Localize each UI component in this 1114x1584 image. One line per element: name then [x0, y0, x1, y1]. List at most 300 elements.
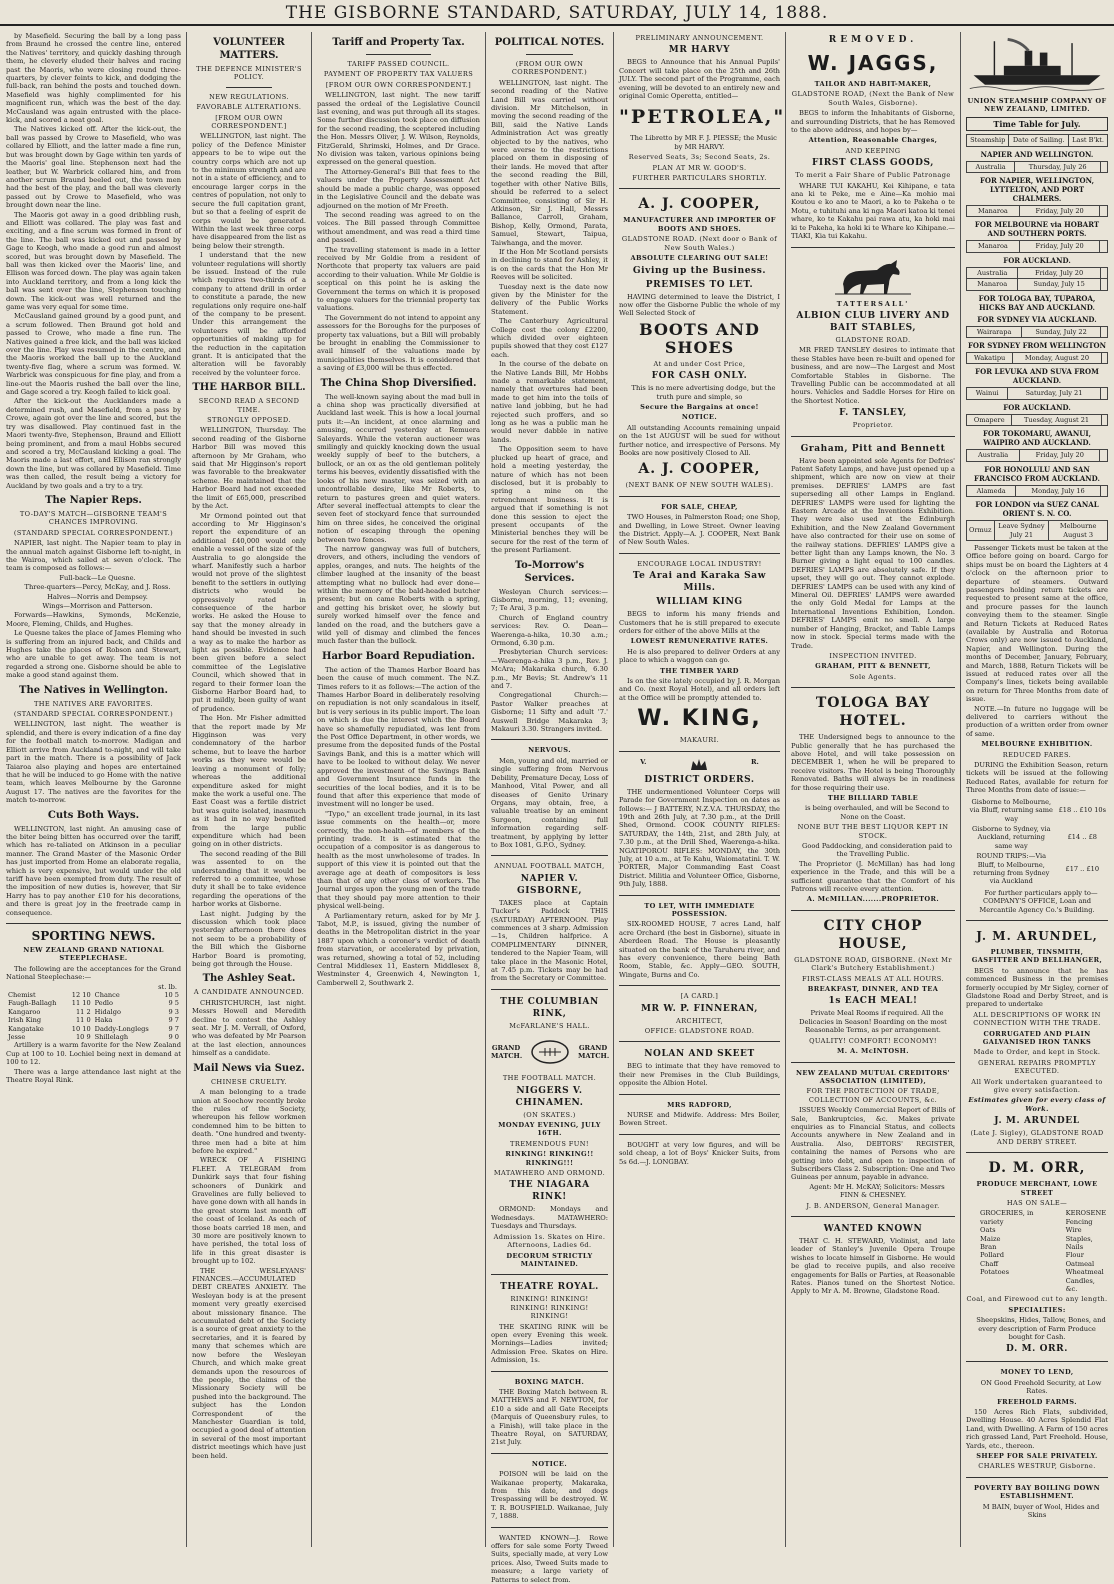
- paragraph: HAVING determined to leave the District, I now offer the Gisborne Public the whole of my Well Selected Stock of: [619, 292, 780, 318]
- ad-title: A. J. COOPER,: [638, 196, 761, 213]
- ad-subheading: (NEXT BANK OF NEW SOUTH WALES).: [625, 481, 774, 490]
- ad-subheading: HAS ON SALE—: [1006, 1198, 1068, 1207]
- race-table-header: st. lb.: [158, 982, 177, 991]
- timetable-cell: [1100, 206, 1108, 217]
- paragraph: "Typo," an excellent trade journal, in its last issue comments on the health—or, more correctly, the non-health—of members of the printing trade. It is estimated that the occupation of a compositor is as dangerous to health as the most unwholesome of trades. In support of this view it is pointed out that the average age at death of compositors is less than that of any other class of workers. The Journal urges upon the young men of the trade that they should pay more attention to their physical well-being.: [317, 809, 480, 911]
- ad-title: MR HARVY: [668, 45, 731, 56]
- ad-title: Giving up the Business.: [632, 265, 767, 276]
- ad-subheading: INSPECTION INVITED.: [829, 651, 917, 660]
- divider: [619, 188, 780, 189]
- paragraph: WELLINGTON, last night. The weather is splendid, and there is every indication of a fine day for the football match to-morrow. Madigan and Elliott arrive from Auckland to-night, and will take part in the match. There is a possibility of Jack Taiaroa also playing and hopes are entertained that he will be induced to go Home with the native team, which leaves Melbourne by the Garonne August 17. The natives are the favorites for the match to-morrow.: [6, 720, 181, 805]
- ad-subheading: FURTHER PARTICULARS SHORTLY.: [632, 174, 767, 183]
- ad-title: D. M. ORR,: [988, 1160, 1086, 1177]
- section-heading: SPORTING NEWS.: [31, 929, 156, 943]
- timetable-cell: Monday, July 16: [1016, 485, 1100, 496]
- paragraph: TWO Houses, in Palmerston Road; one Shop, and Dwelling, in Lowe Street. Owner leaving the District. Apply—A. J. COOPER, Next Bank of New South Wales.: [619, 513, 780, 547]
- paragraph: BEGS to announce that he has commenced Business in the premises formerly occupied by Mr Sigley, corner of Gladstone Road and Derby Street, and is prepared to undertake: [966, 966, 1108, 1009]
- ad-subheading: LOWEST REMUNERATIVE RATES.: [630, 637, 769, 646]
- race-cell: Shillelagh: [94, 1033, 129, 1042]
- paragraph: The Hon. Mr Fisher admitted that the report made by Mr Higginson was very condemnatory of the harbor scheme, but to leave the harbor works as they were would be leaving a monument of folly; whereas the additional expenditure asked for might make the work a useful one. The East Coast was a fertile district but was quite isolated, inasmuch as it had in no way benefited from the large public expenditure which had been going on in other districts.: [192, 714, 306, 849]
- paragraph: After the kick-out the Aucklanders made a determined rush, and Masefield, from a pass by Crowe, again got over the line and scored, but the try was disallowed. Play continued fast in the Maori twenty-five, Stephenson, Braund and Elliott being prominent, and from a maul Hobbs secured and scored a try, McCausland kicking a goal. The Maoris made a last effort, and Ellison ran strongly down the line, but was collared by Masefield. Time was then called, the result being a victory for Auckland by two goals and a try to a try.: [6, 397, 181, 490]
- paragraph: Halves—Norris and Dempsey.: [47, 592, 148, 601]
- fare-cell: £17 .. £10: [1065, 864, 1100, 873]
- orr-ad: [966, 1159, 1108, 1355]
- article-subheading: CHINESE CRUELTY.: [210, 1077, 288, 1086]
- column-2: [188, 32, 310, 1547]
- paragraph: THE WESLEYANS' FINANCES.—ACCUMULATED DEBT CREATES ANXIETY. The Wesleyan body is at the present moment very greatly exercised about missionary finance. The accumulated debt of the Society is a source of great anxiety to the secretaries, and it is feared by many that schemes which are now before the Wesleyan Church, and which make great demands upon the resources of the people, the claims of the Missionary Society will be pushed into the background. The subject has the London Correspondent of the Manchester Guardian is told, occupied a good deal of attention in several of the most important district meetings which have just been held.: [192, 1266, 307, 1460]
- crown-icon: [689, 758, 709, 772]
- divider: [619, 553, 780, 554]
- grocery-list: [966, 1209, 1052, 1293]
- paragraph: ISSUES Weekly Commercial Report of Bills of Sale, Bankruptcies, &c. Makes private enquiries as to Financial Status, and collects Accounts anywhere in New Zealand and in Australia. Also, DEBTORS' REGISTER, containing the names of Persons who are getting into debt, and open to inspection of Subscribers Class 2. Subscription: One and Two Guineas per annum, payable in advance.: [791, 1106, 955, 1182]
- timetable-cell: [1101, 161, 1108, 172]
- produce-item: GROCERIES, in variety: [980, 1209, 1034, 1226]
- paragraph: THAT C. H. STEWARD, Violinist, and late leader of Stanley's Juvenile Opera Troupe wishes to locate himself in Gisborne. He would be glad to receive pupils, and also receive engagements for Balls or Parties, at Reasonable Rates. Pianos tuned on the Shortest Notice. Apply to Mr A. M. Browne, Gladstone Road.: [791, 1237, 955, 1296]
- ad-subheading: Coal, and Firewood cut to any length.: [966, 1295, 1108, 1304]
- ad-subheading: Estimates given for every class of Work.: [968, 1096, 1106, 1113]
- paragraph: NOTE.—In future no luggage will be delivered to carriers without the production of a written order from owner of same.: [966, 704, 1108, 738]
- paragraph: The Libretto by MR F. J. PIESSE; the Music by MR HARVY.: [630, 134, 777, 151]
- column-rule: [485, 32, 486, 1547]
- timetable-cell: [1101, 326, 1108, 337]
- divider: [791, 247, 955, 248]
- ad-subheading: FOR THE PROTECTION OF TRADE, COLLECTION OF ACCOUNTS, &c.: [806, 1087, 940, 1104]
- paragraph: SIX-ROOMED HOUSE, 7 acres Land, half acre Orchard (the best in Gisborne), situate in Aberdeen Road. The House is pleasantly situated on the bank of the Taruheru river, and has every convenience, there being Bath Room, Stable, &c. Apply—GEO. SOUTH, Wingate, Burns and Co.: [619, 920, 780, 979]
- race-cell: 11 10: [71, 999, 91, 1008]
- timetable-route: FOR SYDNEY FROM WELLINGTON: [967, 341, 1107, 351]
- paragraph: A Parliamentary return, asked for by Mr J. Tabot, M.P., is issued, giving the number of deaths in the Metropolitan district in the year 1887 upon which a coroner's verdict of death from starvation, or accelerated by privation, was returned, showing a total of 52, including Central Middlesex 11, Eastern Middlesex 8, Westminster 4, Greenwich 4, Newington 1, Camberwell 2, Southwark 2.: [317, 911, 480, 987]
- race-cell: Daddy-Longlegs: [94, 1024, 149, 1033]
- column-6: [787, 32, 959, 1547]
- ad-subheading: M. A. McINTOSH.: [837, 1047, 909, 1056]
- paragraph: The well-known saying about the mad bull in a china shop was practically diversified at Auckland last week. This is how a local journal puts it:—An incident, at once alarming and amusing, occurred yesterday at Remuera Saleyards. While the veteran auctioneer was smilingly and quickly knocking down the usual weekly supply of beef to the butchers, a bullock, or an ox as the old gentleman politely terms his beeves, evidently dissatisfied with the looks of his new master, was seized with an uncontrollable desire, like Mr Roberts, to return to pastures green and quiet waters. After several ineffectual attempts to clear the seven feet of stockyard fence that surrounded him on three sides, he conceived the original notion of escaping through the opening between two fences.: [317, 392, 480, 544]
- timetable-cell: [1100, 267, 1107, 278]
- produce-item: Fencing Wire: [1065, 1217, 1093, 1235]
- timetable-header: [966, 134, 1108, 146]
- ad-title: F. TANSLEY,: [839, 408, 907, 419]
- paragraph: Good Paddocking, and consideration paid to the Travelling Public.: [802, 842, 952, 859]
- fare-cell: £14 .. £8: [1067, 833, 1097, 842]
- paragraph: For further particulars apply to—COMPANY'S OFFICE, Loan and Mercantile Agency Co.'s Building.: [979, 888, 1098, 914]
- paragraph: WELLINGTON, last night. The second reading of the Native Land Bill was carried without division. Mr Mitchelson, in moving the second reading of the Bill, said the Native Lands Administration Act was greatly objected to by the natives, who were averse to the restrictions placed on them in disposing of their lands. He moved that after the second reading the Bill, together with other Native Bills, should be referred to a select Committee, consisting of Sir H. Atkinson, Sir J. Hall, Messrs Ballance, Carroll, Graham, Bishop, Kelly, Ormond, Parata, Samuel, Stewart, Taipua, Taiwhanga, and the mover.: [491, 78, 608, 247]
- ad-subheading: ALL DESCRIPTIONS OF WORK IN CONNECTION WITH THE TRADE.: [973, 1010, 1101, 1028]
- paragraph: Full-back—Le Quesne.: [59, 573, 136, 582]
- divider: [619, 1094, 780, 1095]
- paragraph: Agent: Mr H. McKAY; Solicitors: Messrs FINN & CHESNEY.: [809, 1182, 945, 1200]
- column-7: [962, 32, 1112, 1547]
- fares-table: [966, 797, 1108, 887]
- article-credit: (STANDARD SPECIAL CORRESPONDENT.): [13, 528, 174, 537]
- ad-subheading: ABSOLUTE CLEARING OUT SALE!: [630, 254, 769, 263]
- ad-subheading: (Late J. Sigley), GLADSTONE ROAD AND DERBY STREET.: [970, 1129, 1104, 1146]
- article-subheading: THE NATIVES ARE FAVORITES.: [33, 699, 154, 708]
- paragraph: This is no mere advertising dodge, but the truth pure and simple, so: [631, 384, 776, 401]
- paragraph: Congregational Church:—Pastor Walker preaches at Gisborne; 11 Sifty and adult '7.' Auswell Bridge Makaraka 3; Makauri 3.30. Strangers invited.: [491, 691, 608, 734]
- ad-subheading: TATTERSALL': [836, 299, 910, 308]
- timetable-header-cell: Last B'kt.: [1069, 135, 1108, 146]
- timetable-table: [966, 267, 1108, 291]
- paragraph: Artillery is a warm favorite for the New Zealand Cup at 100 to 10. Lochiel being next in demand at 100 to 12.: [6, 1041, 181, 1067]
- tolet-ad: [619, 902, 780, 980]
- ad-subheading: GLADSTONE ROAD, GISBORNE. (Next Mr Clark's Butchery Establishment.): [794, 955, 952, 973]
- column-1: [2, 32, 185, 1547]
- race-cell: Hidalgo: [94, 1007, 121, 1016]
- paragraph: I understand that the new volunteer regulations will shortly be issued. Instead of the rule which requires two-thirds of a company to attend drill in order to constitute a parade, the new regulations only require one-half of the company to be present. Under this arrangement the volunteers will be afforded opportunities of making up for the reduction in the capitation grant. It is anticipated that the alteration will be favorably received by the volunteer force.: [192, 251, 306, 377]
- divider: [491, 1527, 608, 1528]
- ad-title: W. KING,: [637, 706, 762, 732]
- timetable-row: [967, 388, 1108, 399]
- paragraph: In the course of the debate on the Native Lands Bill, Mr Hobbs made a remarkable statement, namely that overtures had been made to get him into the toils of native land jobbing, but he had rejected such proffers, and so long as he was a public man he would never dabble in native lands.: [491, 360, 608, 444]
- ad-title: REMOVED.: [828, 35, 918, 45]
- produce-item: Oats: [980, 1226, 996, 1235]
- cooper-ad: [619, 195, 780, 489]
- divider: [791, 1062, 955, 1063]
- paragraph: McCausland gained ground by a good punt, and a scrum followed. Then Braund got hold and passed to Crowe, who made a fine run. The Natives gained a free kick, and the ball was kicked over the line. Play was resumed in the centre, and the Maoris worked the ball up to the Auckland twenty-five flag, where a scrum was formed. W. Warbrick was conspicuous for fine play, and from a line-out the Maoris rushed the ball over the line, and Gage scored a try. Keogh failed to kick goal.: [6, 312, 181, 397]
- ad-subheading: SPECIALTIES:: [1008, 1305, 1066, 1314]
- divider: [966, 1477, 1108, 1478]
- article-credit: [FROM OUR OWN CORRESPONDENT.]: [325, 80, 472, 89]
- masthead: [0, 0, 1114, 26]
- ad-title: "PETROLEA,": [619, 106, 786, 129]
- ad-title: W. JAGGS,: [807, 51, 939, 75]
- timetable-cell: Wainui: [967, 388, 1008, 399]
- ad-subheading: MONDAY EVENING, JULY 16TH.: [498, 1121, 601, 1138]
- ad-subheading: Secure the Bargains at once!: [640, 402, 759, 411]
- timetable-route: FOR AUCKLAND.: [1003, 402, 1071, 412]
- ad-subheading: THE BILLIARD TABLE: [827, 793, 919, 802]
- ad-subheading: At and under Cost Price,: [653, 359, 746, 368]
- jaggs-ad: [791, 34, 955, 241]
- ad-subheading: DECORUM STRICTLY MAINTAINED.: [506, 1251, 593, 1268]
- paragraph: DURING the Exhibition Season, return tickets will be issued at the following Reduced Rates, available for return for Three Months from date of issue:—: [966, 761, 1108, 795]
- ad-subheading: PRODUCE MERCHANT, LOWE STREET: [976, 1180, 1098, 1197]
- ad-label: GRAND MATCH.: [578, 1043, 610, 1061]
- graham-ad: [791, 443, 955, 682]
- timetable-cell: Manaroa: [967, 241, 1020, 252]
- divider: [966, 1361, 1108, 1362]
- timetable-table: [966, 205, 1108, 217]
- paragraph: WELLINGTON, last night. An amusing case of the biter being bitten has occurred over the tariff, which has re-taliated on Atkinson in a peculiar manner. The Grand Master of the Masonic Order has just imported from Home an elaborate regalia, which is very expensive, but would under the old tariff have been exempted from duty. The result of the imposition of new duties is, however, that Sir Harry has to pay another £10 for his decorations, and there is great joy in the freetrade camp in consequence.: [6, 824, 181, 917]
- timetable-table: [966, 240, 1108, 252]
- ad-heading: NERVOUS.: [528, 746, 571, 755]
- ad-title: FIRST CLASS GOODS,: [811, 158, 935, 169]
- paragraph: WELLINGTON, last night. The new tariff passed the ordeal of the Legislative Council last evening, and was put through all its stages. Some further discussion took place on diffusion for the second reading, the sceptered including the Hon. Messrs Oliver, J. W. Wilson, Reynolds, FitzGerald, Shrimski, Holmes, and Dr Grace. No division was taken, various opinions being expressed on the general question.: [317, 91, 480, 167]
- paragraph: Three-quarters—Percy, McKay, and J. Ross.: [24, 583, 171, 592]
- timetable-route: FOR TOLOGA BAY, TUPAROA, HICKS BAY AND AUCKLAND.: [978, 293, 1096, 312]
- timetable-cell: Australia: [967, 161, 1015, 172]
- timetable-cell: [1100, 388, 1107, 399]
- timetable-row: [967, 206, 1108, 217]
- paragraph: The Government do not intend to appoint any assessors for the Boroughs for the purposes of property tax valuations, but a Bill will probably be brought in enabling the Commissioner to avail himself of the valuations made by municipalities themselves. It is considered that a saving of £3,000 will be thus effected.: [317, 313, 481, 373]
- ad-subheading: Reserved Seats, 3s; Second Seats, 2s.: [628, 153, 771, 162]
- timetable-routes: [966, 150, 1108, 541]
- article-heading: THE HARBOR BILL.: [192, 382, 306, 394]
- paragraph: POISON will be laid on the Waikanae property, Makaraka, from this date, and dogs Trespassing will be destroyed. W. T. R. BOUSFIELD. Waikanae, July 7, 1888.: [491, 1470, 608, 1521]
- football-illustration: [525, 1032, 575, 1072]
- paragraph: The following are the acceptances for the Grand National Steeplechase:—: [6, 964, 181, 982]
- article-heading: The Napier Reps.: [45, 494, 142, 506]
- fare-cell: ROUND TRIPS:—Via Bluff, to Melbourne, returning from Sydney via Auckland: [973, 852, 1050, 886]
- ad-title: NOTICE.: [531, 1459, 568, 1468]
- ad-title: J. M. ARUNDEL: [994, 1116, 1080, 1127]
- paragraph: The Opposition seem to have plucked up heart of grace, and hold a meeting yesterday, the nature of which has not been disclosed, but it is probably to spring a mine on the retrenchment business. It is argued that if something is not done this session to eject the present occupants of the Ministerial benches they will be secure for the rest of the term of the present Parliament.: [491, 445, 608, 555]
- ad-title: MONEY TO LEND,: [1000, 1368, 1074, 1377]
- ad-title: THEATRE ROYAL.: [500, 1282, 599, 1293]
- race-cell: 10 5: [164, 991, 179, 1000]
- race-cell: 9 0: [168, 1033, 179, 1042]
- ad-title: WANTED KNOWN: [823, 1224, 923, 1234]
- timetable-cell: Manaroa: [967, 279, 1018, 290]
- wanted-known-ad: [791, 1223, 955, 1296]
- ad-subheading: GLADSTONE ROAD. (Next door o Bank of New South Wales.): [621, 235, 778, 252]
- timetable-route: FOR MELBOURNE via HOBART AND SOUTHERN PORTS.: [974, 220, 1100, 239]
- ad-subheading: NONE BUT THE BEST LIQUOR KEPT IN STOCK.: [797, 823, 949, 840]
- article-subheading: THE DEFENCE MINISTER'S POLICY.: [196, 65, 302, 82]
- paragraph: BEG to intimate that they have removed to their new Premises in the Club Buildings, opposite the Albion Hotel.: [619, 1062, 780, 1088]
- divider: [791, 1216, 955, 1217]
- theatre-ad: [491, 1281, 608, 1364]
- produce-item: Staples, Nails: [1065, 1234, 1093, 1251]
- ad-title: WILLIAM KING: [656, 597, 743, 608]
- produce-item: Chaff: [980, 1259, 999, 1268]
- article-subheading: TARIFF PASSED COUNCIL.: [347, 60, 450, 68]
- column-rule: [613, 32, 614, 1547]
- article-subheading: STRONGLY OPPOSED.: [207, 416, 291, 425]
- divider: [226, 87, 272, 88]
- ad-title: D. M. ORR.: [1006, 1344, 1068, 1355]
- union-steamship-ad: [966, 97, 1108, 914]
- ad-subheading: To merit a Fair Share of Public Patronage: [795, 171, 951, 180]
- divider: [491, 855, 608, 856]
- ad-title: MR W. P. FINNERAN,: [640, 1003, 759, 1014]
- article-heading: The China Shop Diversified.: [320, 377, 477, 389]
- football-report: [6, 32, 181, 490]
- paragraph: WELLINGTON, last night. The policy of the Defence Minister appears to be to wipe out the country corps which are not up to the minimum strength and are not in a state of efficiency, and to encourage larger corps in the centres of population, not only to secure the full capitation grant, but so that a feeling of esprit de corps would be generated. Within the last week three corps have disappeared from the list as being below their strength.: [192, 132, 306, 250]
- ad-subheading: PLUMBER, TINSMITH, GASFITTER AND BELLHANGER,: [971, 947, 1103, 965]
- ad-title: FOR CASH ONLY.: [651, 371, 748, 382]
- paragraph: The Natives kicked off. After the kick-out, the ball was passed by Crowe to Masefield, who was collared by Elliott, and the latter made a fine run, but was brought down by Gage within ten yards of the Maoris' goal line. Stephenson next had the leather, but W. Warbrick collared him, and from another scrum Braund beeled out, the town men had the best of the play, and the ball was cleverly passed out by Crowe to Masefield, who was brought down near the line.: [6, 125, 181, 210]
- column-5: [615, 32, 784, 1547]
- divider: [619, 1041, 780, 1042]
- ad-title: POVERTY BAY BOILING DOWN ESTABLISHMENT.: [973, 1483, 1101, 1501]
- article-credit: (STANDARD SPECIAL CORRESPONDENT.): [13, 710, 174, 719]
- ad-label: GRAND MATCH.: [491, 1043, 523, 1061]
- ad-subheading: Sole Agents.: [849, 672, 897, 681]
- article-subheading: PAYMENT OF PROPERTY TAX VALUERS: [323, 70, 474, 79]
- divider: [791, 436, 955, 437]
- ad-subheading: QUALITY! COMFORT! ECONOMY!: [809, 1036, 937, 1045]
- paragraph: BEGS to Announce that his Annual Pupils' Concert will take place on the 25th and 26th JULY. The second part of the Programme, each evening, will be devoted to an entirely new and original Comic Operetta, entitled—: [619, 58, 780, 101]
- article-subheading: NEW REGULATIONS.: [209, 92, 289, 101]
- ad-subheading: THE TIMBER YARD: [660, 666, 739, 675]
- paragraph: The second reading was agreed to on the voices. The Bill passed through Committee without amendment, and was read a third time and passed.: [317, 210, 480, 245]
- article-subheading: NEW ZEALAND GRAND NATIONAL STEEPLECHASE.: [23, 946, 164, 963]
- ad-subheading: REDUCED FARES.: [1002, 750, 1072, 759]
- produce-item: KEROSENE: [1065, 1209, 1107, 1218]
- football-ad: [491, 862, 608, 982]
- race-cell: 10 9: [75, 1033, 91, 1042]
- paragraph: The action of the Thames Harbor Board has been the cause of much comment. The N.Z. Times refers to it as follows:—The action of the Thames Harbor Board in deliberately resolving on repudiation is not only scandalous in itself, but is very serious in its public import. The loan on which is due the interest which the Board have so shamefully repudiated, was lent from the Post Office Department, in other words, we presume from the deposited funds of the Postal Savings Bank, and this is a matter which will have to be looked to without delay. We never approved the investment of the Savings Bank and Government Insurance funds in the securities of the local bodies, and it is to be found that after this experience that mode of investment will no longer be used.: [317, 665, 480, 809]
- divider: [791, 687, 955, 688]
- ad-subheading: GRAHAM, PITT & BENNETT,: [815, 662, 931, 671]
- rink-ad: [491, 996, 608, 1269]
- paragraph: M BAIN, buyer of Wool, Hides and Skins: [982, 1502, 1100, 1520]
- article-heading: The Natives in Wellington.: [19, 684, 168, 696]
- race-cell: 10 10: [71, 1024, 91, 1033]
- race-cell: Pedlo: [94, 999, 113, 1008]
- timetable-route: FOR LONDON via SUEZ CANAL ORIENT S. N. CO.: [975, 500, 1099, 519]
- race-cell: 9 5: [168, 999, 179, 1008]
- article-subheading: FAVORABLE ALTERATIONS.: [196, 103, 302, 112]
- ad-subheading: MELBOURNE EXHIBITION.: [981, 740, 1093, 749]
- ad-subheading: [A CARD.]: [680, 992, 719, 1001]
- produce-item: Wheatmeal: [1065, 1268, 1104, 1277]
- paragraph: NAPIER, last night. The Napier team to play in the annual match against Gisborne left to-night, in the Wairoa, which sailed at seven o'clock. The team is composed as follows:—: [6, 539, 181, 573]
- ad-title: FOR SALE, CHEAP,: [661, 502, 738, 511]
- arundel-ad: [966, 927, 1108, 1146]
- timetable-route: FOR TOKOMARU, AWANUI, WAIPIRO AND AUCKLAND.: [982, 429, 1092, 448]
- tologa-ad: [791, 694, 955, 904]
- ad-subheading: SHEEP FOR SALE PRIVATELY.: [976, 1452, 1098, 1461]
- ad-subheading: OFFICE: GLADSTONE ROAD.: [644, 1027, 755, 1036]
- timetable-cell: Friday, July 20: [1020, 450, 1100, 461]
- timetable-header-cell: Date of Sailing.: [1009, 135, 1069, 146]
- ad-title: BOOTS AND SHOES: [639, 319, 760, 357]
- column-rule: [186, 32, 187, 1547]
- race-cell: Chance: [94, 991, 120, 1000]
- timetable-header-cell: Steamship: [967, 135, 1009, 146]
- produce-item: Pollard: [980, 1251, 1004, 1260]
- paragraph: WANTED KNOWN—J. Rowe offers for sale some Forty Tweed Suits, specially made, at very Low prices. Also, Tweed Suits made to measure; a large variety of Patterns to select from.: [491, 1533, 608, 1584]
- ad-title: A. J. COOPER,: [638, 461, 761, 478]
- paragraph: Church of England country services: Rev. O. Dean—Waerenga-a-hika, 10.30 a.m.; Ormond, 6.30 p.m.: [491, 613, 608, 647]
- paragraph: ON Good Freehold Security, at Low Rates.: [980, 1378, 1102, 1396]
- timetable-cell: Saturday, July 21: [1008, 388, 1100, 399]
- timetable-cell: [1100, 279, 1107, 290]
- timetable-cell: [1101, 414, 1107, 425]
- article-heading: The Ashley Seat.: [202, 973, 296, 985]
- fare-cell: Gisborne to Sydney, via Auckland, returning same way: [972, 824, 1051, 850]
- ad-title: TO LET, WITH IMMEDIATE POSSESSION.: [644, 901, 755, 918]
- ad-subheading: Proprietor.: [852, 421, 894, 430]
- ad-title: TOLOGA BAY HOTEL.: [815, 695, 931, 730]
- paragraph: WELLINGTON, Thursday. The second reading of the Gisborne Harbor Bill was moved this afternoon by Mr Graham, who said that Mr Higginson's report was favorable to the breakwater scheme. He maintained that the Harbor Board had not exceeded the limit of £65,000, prescribed by the Act.: [192, 426, 306, 511]
- timetable-table: [966, 161, 1108, 173]
- produce-item: Maize: [980, 1234, 1001, 1243]
- paragraph: THE undermentioned Volunteer Corps will Parade for Government Inspection on dates as follows:— J BATTERY, N.Z.V.A. THURSDAY, the 19th and 26th July, at 7.30 p.m., at the Drill Shed, Ormond. COOK COUNTY RIFLES: SATURDAY, the 14th, 21st, and 28th July, at 7.30 p.m., at the Drill Shed, Waerenga-a-hika. NGATIPOROU RIFLES: MONDAY, the 30th July, at 10 a.m., at Te Kahu, Waiomatatini. T. W. PORTER, Major Commanding East Coast District. Militia and Volunteer Office, Gisborne, 9th July, 1888.: [619, 787, 780, 889]
- timetable-cell: Australia: [967, 450, 1020, 461]
- timetable-row: [967, 241, 1108, 252]
- divider: [491, 1453, 608, 1454]
- timetable-route: FOR LEVUKA AND SUVA FROM AUCKLAND.: [975, 367, 1099, 386]
- ad-subheading: GLADSTONE ROAD, (Next the Bank of New South Wales, Gisborne).: [791, 90, 955, 107]
- paragraph: Is on the site lately occupied by J. R. Morgan and Co. (next Royal Hotel), and all orders left at the Office will be promptly attended to.: [619, 677, 780, 702]
- timetable-table: [966, 449, 1108, 461]
- ad-title: NIGGERS V. CHINAMEN.: [515, 1085, 584, 1108]
- produce-item: Candles, &c.: [1065, 1276, 1095, 1293]
- paragraph: THE Boxing Match between R. MATTHEWS and F. NEWTON, for £10 a side and all Gate Receipts (Marquis of Queensbury rules, to a Finish), will take place in the Theatre Royal, on SATURDAY, 21st July.: [491, 1387, 608, 1447]
- timetable-row: [967, 267, 1108, 278]
- paragraph: CHRISTCHURCH, last night. Messrs Howell and Meredith decline to contest the Ashley seat. Mr J. M. Verrall, of Oxford, who was defeated by Mr Pearson at the last election, announces himself as a candidate.: [192, 998, 306, 1058]
- column-rule: [311, 32, 312, 1547]
- timetable-route: NAPIER AND WELLINGTON.: [980, 149, 1094, 159]
- crest: V. R.: [619, 758, 780, 772]
- ad-subheading: CHARLES WESTRUP, Gisborne.: [978, 1462, 1096, 1471]
- ad-subheading: BREAKFAST, DINNER, AND TEA: [807, 985, 939, 994]
- timetable-cell: Omapere: [967, 414, 1012, 425]
- race-row: [6, 1016, 181, 1024]
- ad-subheading: MAKAURI.: [679, 736, 720, 745]
- radford-ad: [619, 1101, 780, 1128]
- divider: [6, 923, 181, 924]
- race-row: [6, 999, 181, 1007]
- paragraph: WHARE TUI KAKAHU, Kei Kihipane, e tata ana ki te Peke, me e Aine—Ka mohio mai Koutou e ko ano te Maori, a ko te Pakeha o te Motu, e tuhituhi ana ki nga Maori katoa ki tenei whare, ko te Kakahu pai rawa atu, ka hoki mai ki te Pakeha, ka hoki ki te Whare ko Kihipane.—TIAKI, Kia tui Kakahu.: [791, 181, 955, 241]
- albion-ad: [791, 254, 955, 430]
- ad-subheading: MANUFACTURER AND IMPORTER OF BOOTS AND SHOES.: [623, 216, 776, 233]
- paragraph: All outstanding Accounts remaining unpaid on the 1st AUGUST will be sued for without further notice, and irrespective of Persons. My Books are now positively Closed to All.: [619, 423, 780, 457]
- paragraph: BEGS to inform his many friends and Customers that he is still prepared to execute orders for either of the above Mills at the: [619, 610, 780, 636]
- race-cell: 9 7: [168, 1016, 179, 1025]
- ad-subheading: All Work undertaken guaranteed to give every satisfaction.: [971, 1077, 1103, 1095]
- timetable-row: [967, 521, 1108, 541]
- ad-subheading: ARCHITECT,: [676, 1016, 723, 1025]
- race-row: [6, 991, 181, 999]
- ad-title: UNION STEAMSHIP COMPANY OF NEW ZEALAND, LIMITED.: [967, 97, 1107, 114]
- column-rule: [960, 32, 961, 1547]
- finneran-ad: [619, 992, 780, 1035]
- boxing-ad: [491, 1378, 608, 1447]
- harvy-ad: [619, 34, 786, 183]
- race-row: [6, 1033, 181, 1041]
- divider: [619, 1134, 780, 1135]
- timetable-route: FOR NAPIER, WELLINGTON, LYTTELTON, AND PORT CHALMERS.: [979, 176, 1095, 204]
- paragraph: The travelling statement is made in a letter received by Mr Goldie from a resident of Northcote that property tax valuers are paid according to their valuation. While Mr Goldie is sceptical on this point he is asking the Government the terms on which it is proposed to engage valuers for the triennial property tax valuations.: [317, 245, 480, 313]
- fare-row: [966, 797, 1108, 824]
- ad-subheading: MATAWHERO AND ORMOND.: [493, 1169, 606, 1178]
- race-cell: Haka: [94, 1016, 113, 1025]
- paragraph: The Maoris got away in a good dribbling rush, and Elliott was collared. The play was fast and exciting, and a fine scrum was formed in front of the line. The ball was kicked out and passed by Gage to Keogh, who made a good run and almost scored, but was brought down by Masefield. The ball was then kicked over the Maoris' line, and Ellison was forced down. The play was again taken into Auckland territory, and from a long kick the ball was sent over the line, Stephenson touching down. The kick-out was well returned and the game was very equal for some time.: [6, 210, 181, 311]
- kerosene-list: [1052, 1209, 1108, 1293]
- ad-title: 1s EACH MEAL!: [828, 996, 918, 1007]
- race-table: [6, 991, 181, 1041]
- paragraph: by Masefield. Securing the ball by a long pass from Braund he crossed the centre line, entered the Natives' territory, and quickly dashing through them, he cleverly eluded their halves and racing past the Maoris, who were closing round three-quarters, by clever feints to kick, and dodging the full-back, ran behind the posts and touched down. Masefield was highly complimented for his magnificent run, which was the best of the day. McCausland was again entrusted with the place-kick, and scored a neat goal.: [6, 32, 181, 125]
- ad-title: NEW ZEALAND MUTUAL CREDITORS' ASSOCIATION (LIMITED),: [795, 1068, 951, 1085]
- produce-item: Flour: [1065, 1251, 1084, 1260]
- ad-subheading: (ON SKATES.): [523, 1110, 576, 1119]
- paragraph: BOUGHT at very low figures, and will be sold cheap, a lot of Boys' Knicker Suits, from 5s 6d.—J. LONGBAY.: [619, 1140, 780, 1166]
- ad-subheading: A. McMILLAN.......PROPRIETOR.: [806, 895, 940, 904]
- ad-subheading: PLAN AT MR W. GOOD'S.: [652, 163, 747, 172]
- article-subheading: A CANDIDATE ANNOUNCED.: [193, 988, 305, 997]
- paragraph: NURSE and Midwife. Address: Mrs Boiler, Bowen Street.: [619, 1111, 780, 1128]
- chop-house-ad: [791, 917, 955, 1056]
- creditors-ad: [791, 1069, 955, 1211]
- ad-subheading: ENCOURAGE LOCAL INDUSTRY!: [637, 559, 762, 568]
- ad-title: BOXING MATCH.: [514, 1377, 585, 1386]
- divider: [619, 496, 780, 497]
- paragraph: He is also prepared to deliver Orders at any place to which a waggon can go.: [619, 647, 780, 665]
- fare-cell: £18 .. £10 10s: [1058, 806, 1106, 815]
- paragraph: Tuesday next is the date now given by the Minister for the delivery of the Public Works Statement.: [491, 282, 608, 316]
- timetable-row: [967, 485, 1108, 496]
- ad-subheading: Attention, Reasonable Charges,: [808, 136, 938, 145]
- horse-icon: [833, 254, 913, 298]
- race-cell: 11 2: [75, 1007, 91, 1016]
- ad-subheading: ANNUAL FOOTBALL MATCH,: [494, 862, 605, 871]
- timetable-cell: Friday, July 20: [1019, 206, 1100, 217]
- divider: [491, 739, 608, 740]
- paragraph: Le Quesne takes the place of James Fleming who is suffering from an injured back, and Childs and Hughes take the places of Robson and Stewart, who are unable to get away. The team is not regarded a strong one. Gisborne should be able to make a good stand against them.: [6, 629, 181, 680]
